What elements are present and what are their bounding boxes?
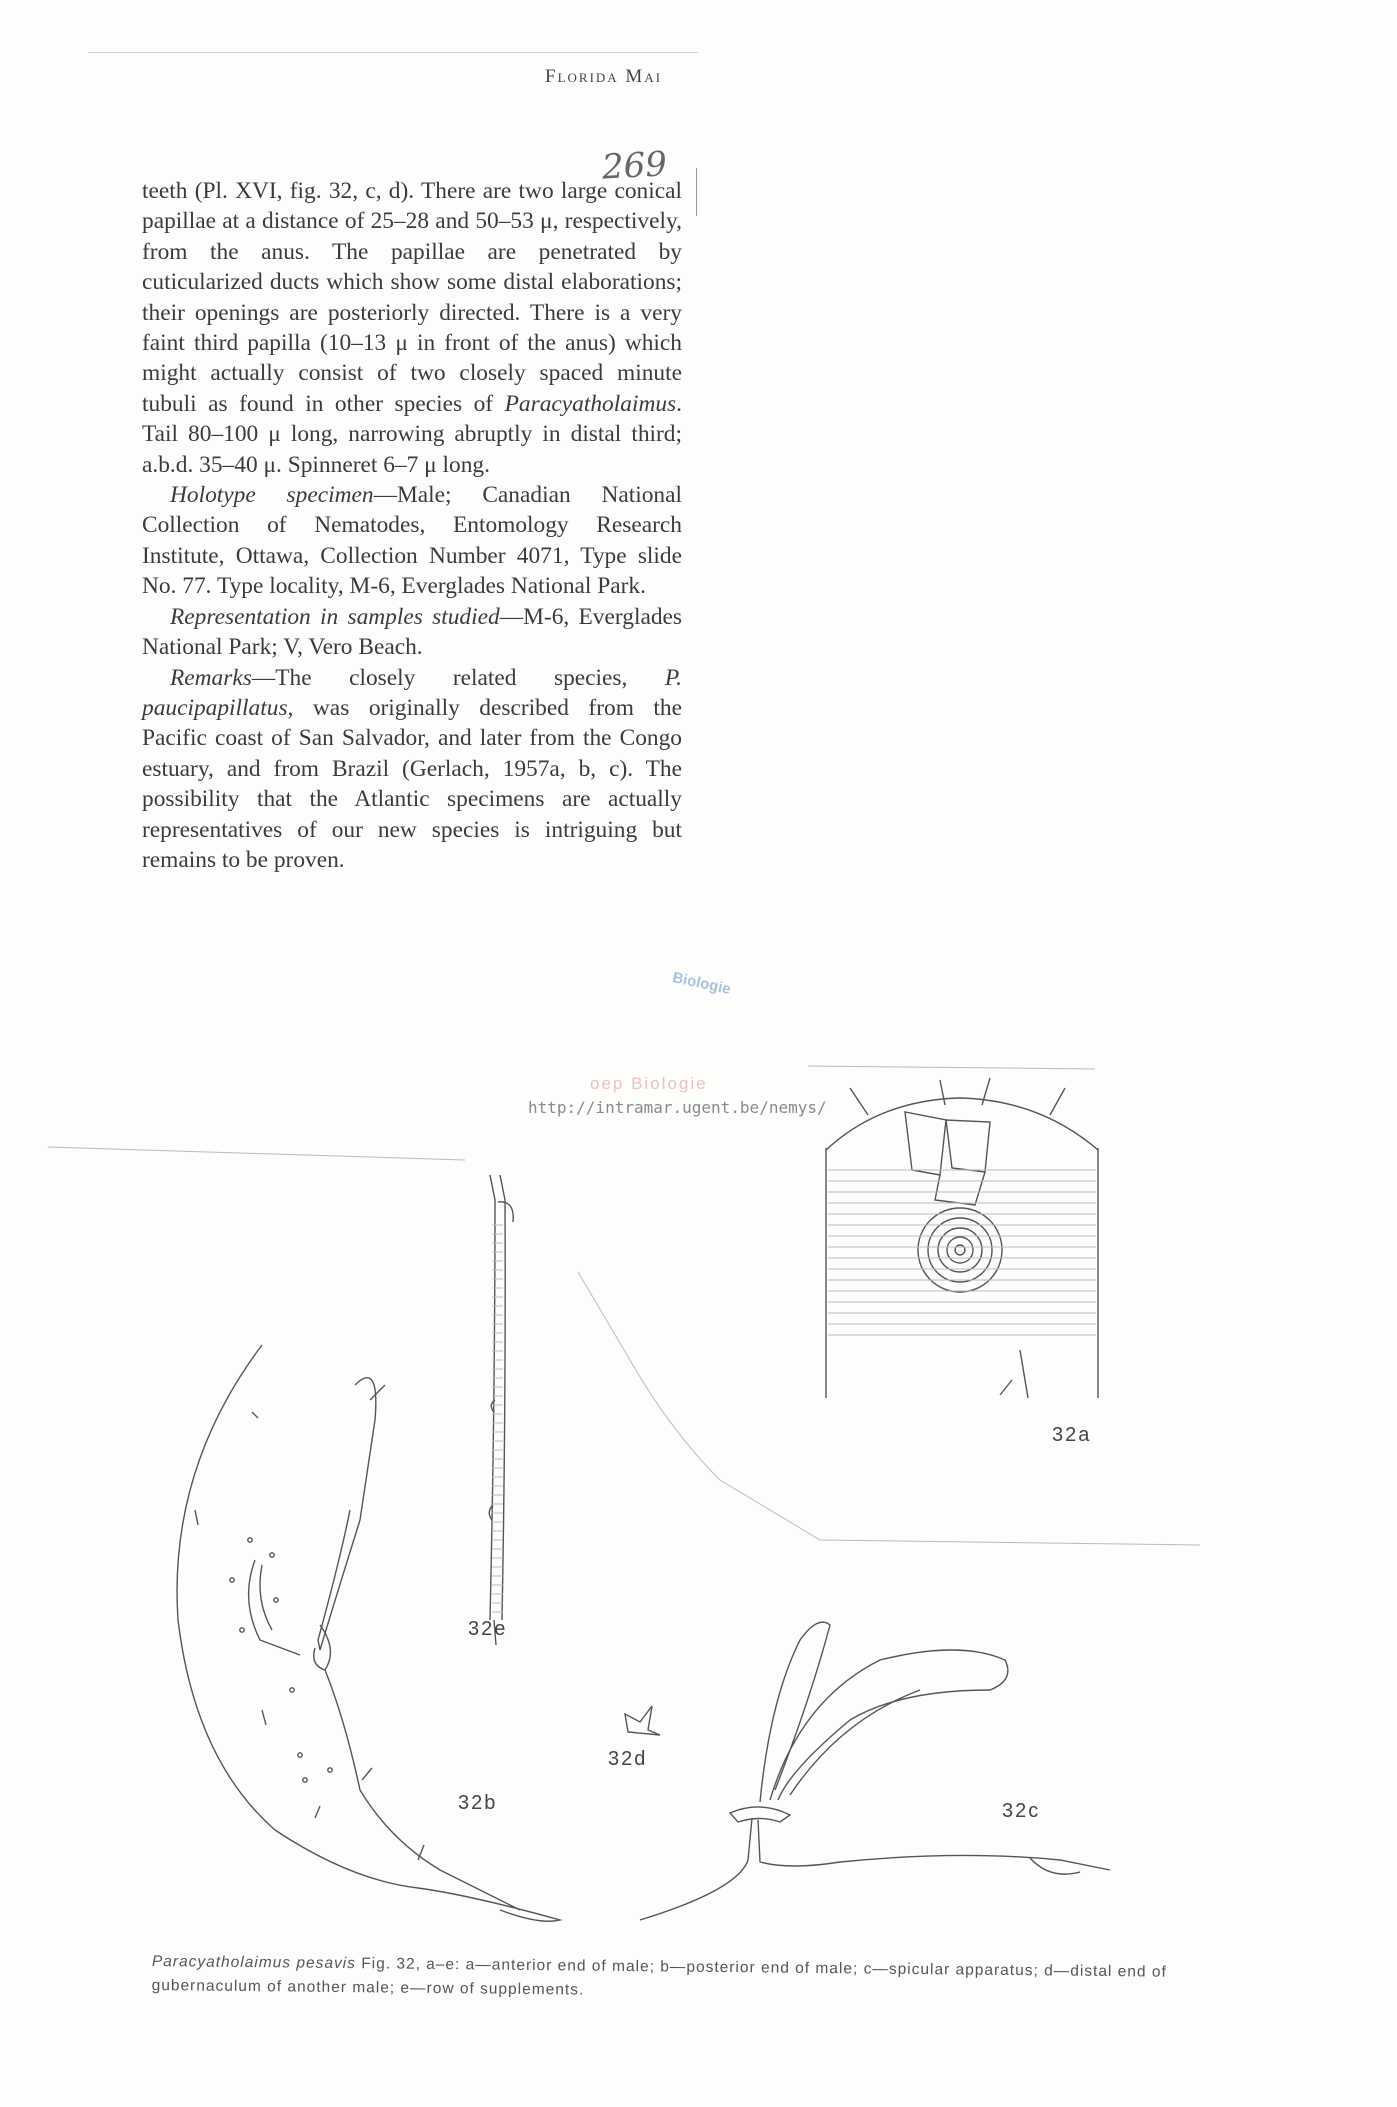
body-pores xyxy=(230,1538,332,1782)
holotype-paragraph xyxy=(142,480,682,602)
drawing-32a-anterior-end xyxy=(826,1078,1098,1398)
watermark-banner: oep Biologie xyxy=(590,1074,708,1093)
running-head: Florida Maı xyxy=(545,66,663,87)
drawing-32d-gubernaculum xyxy=(625,1706,660,1735)
holotype-heading: Holotype specimen xyxy=(170,482,374,509)
pore-dot xyxy=(290,1688,294,1692)
genus-name: Paracyatholaimus xyxy=(504,390,677,417)
drawing-32e-supplements xyxy=(489,1175,513,1645)
holotype-text: —Male; Canadian National Collection of Nematodes, Entomology Research Institute, Ottawa, Collection Number 4071, Type slide No. 77. Type locality, M-6, Everglades National Park. xyxy=(142,482,682,600)
header-rule xyxy=(88,52,698,53)
figure-label-32b: 32b xyxy=(458,1792,498,1814)
remarks-text: —The closely related species, xyxy=(251,664,665,691)
pore-dot xyxy=(328,1768,332,1772)
supplement-ticks xyxy=(492,1225,503,1612)
description-text-end: . Tail 80–100 μ long, narrowing abruptly in distal third; a.b.d. 35–40 μ. Spinneret 6–7 μ long. xyxy=(142,390,682,478)
margin-mark xyxy=(696,168,697,216)
caption-text: Fig. 32, a–e: a—anterior end of male; b—posterior end of male; c—spicular apparatus; d—distal end of gubernaculum of another male; e—row of supplements. xyxy=(151,1955,1167,1999)
plate-edge-line xyxy=(808,1066,1095,1069)
pore-dot xyxy=(248,1538,252,1542)
representation-heading: Representation in samples studied xyxy=(170,603,500,630)
pore-dot xyxy=(230,1578,234,1582)
pore-dot xyxy=(240,1628,244,1632)
figure-label-32e: 32e xyxy=(468,1618,508,1640)
species-name: P. paucipapillatus xyxy=(142,664,682,721)
description-paragraph xyxy=(142,176,682,480)
remarks-paragraph xyxy=(142,663,682,876)
figure-label-32d: 32d xyxy=(608,1748,648,1770)
description-text: teeth (Pl. XVI, fig. 32, c, d). There are two large conical papillae at a distance of 25–28 and 50–53 μ, respectively, from the anus. The papillae are penetrated by cuticularized ducts which show some distal elaborations; their openings are posteriorly directed. There is a very faint third papilla (10–13 μ in front of the anus) which might actually consist of two closely spaced minute tubuli as found in other species of xyxy=(142,178,682,417)
figure-caption xyxy=(151,1950,1276,2010)
pore-dot xyxy=(298,1753,302,1757)
pore-dot xyxy=(303,1778,307,1782)
representation-paragraph xyxy=(142,602,682,663)
plate-edge-line xyxy=(578,1272,1200,1545)
pore-dot xyxy=(274,1598,278,1602)
figure-label-32a: 32a xyxy=(1052,1424,1092,1446)
handwritten-page-number: 269 xyxy=(600,144,668,188)
caption-species: Paracyatholaimus pesavis xyxy=(151,1952,357,1973)
representation-text: —M-6, Everglades National Park; V, Vero Beach. xyxy=(142,603,683,661)
figure-label-32c: 32c xyxy=(1002,1800,1041,1822)
cuticle-striations xyxy=(828,1170,1096,1335)
drawing-32c-spicular-apparatus xyxy=(640,1622,1110,1920)
pore-dot xyxy=(270,1553,274,1557)
remarks-text-end: , was originally described from the Pacific coast of San Salvador, and later from the Congo estuary, and from Brazil (Gerlach, 1957a, b, c). The possibility that the Atlantic specimens are actually representatives of our new species is intriguing but remains to be proven. xyxy=(142,694,682,873)
plate-edge-line xyxy=(48,1147,465,1160)
body-text xyxy=(142,176,682,875)
remarks-heading: Remarks xyxy=(170,664,252,691)
watermark-logo: Biologie xyxy=(670,969,733,998)
watermark-url: http://intramar.ugent.be/nemys/ xyxy=(528,1098,827,1117)
